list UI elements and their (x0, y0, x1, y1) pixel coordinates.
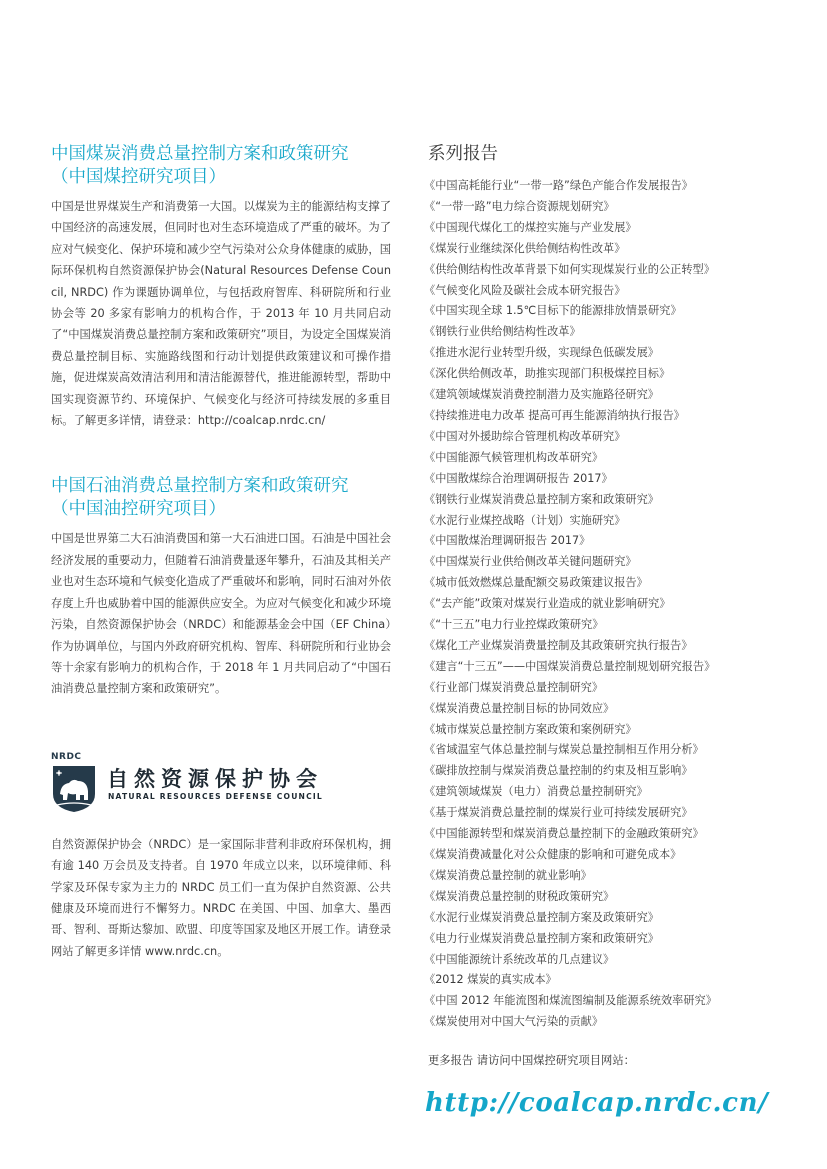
report-item: 《中国能源转型和煤炭消费总量控制下的金融政策研究》 (424, 827, 704, 841)
report-item: 《中国能源统计系统改革的几点建议》 (424, 952, 615, 966)
coal-project-title-line1: 中国煤炭消费总量控制方案和政策研究 (51, 144, 349, 164)
report-item: 《电力行业煤炭消费总量控制方案和政策研究》 (424, 931, 659, 945)
coal-project-description: 中国是世界煤炭生产和消费第一大国。以煤炭为主的能源结构支撑了中国经济的高速发展，但同时也对生态环境造成了严重的破坏。为了应对气候变化、保护环境和减少空气污染对公众身体健康的威胁，国际环保机构自然资源保护协会(Natural Resources Defense Council, NRDC) 作为课题协调单位，与包括政府智库、科研院所和行业协会等 20 多家有影响力的机构合作，于 2013 年 10 月共同启动了“中国煤炭消费总量控制方案和政策研究”项目，为设定全国煤炭消费总量控制目标、实施路线图和行动计划提供政策建议和可操作措施，促进煤炭高效清洁利用和清洁能源替代，推进能源转型，帮助中国实现资源节约、环境保护、气候变化与经济可持续发展的多重目标。了解更多详情，请登录：http://coalcap.nrdc.cn/ (51, 200, 391, 428)
report-item: 《水泥行业煤炭消费总量控制方案及政策研究》 (424, 910, 659, 924)
polar-bear-shield-icon (51, 764, 97, 814)
report-item: 《城市煤炭总量控制方案政策和案例研究》 (424, 722, 637, 736)
report-item: 《中国 2012 年能流图和煤流图编制及能源系统效率研究》 (424, 994, 717, 1008)
nrdc-logo-acronym: NRDC (51, 751, 82, 762)
report-item: 《供给侧结构性改革背景下如何实现煤炭行业的公正转型》 (424, 262, 715, 276)
oil-project-section (51, 475, 391, 699)
report-item: 《中国煤炭行业供给侧改革关键问题研究》 (424, 555, 637, 569)
report-item: 《行业部门煤炭消费总量控制研究》 (424, 680, 604, 694)
report-item: 《煤炭消费减量化对公众健康的影响和可避免成本》 (424, 848, 682, 861)
report-item: 《基于煤炭消费总量控制的煤炭行业可持续发展研究》 (424, 806, 693, 820)
report-item: 《煤化工产业煤炭消费量控制及其政策研究执行报告》 (424, 638, 693, 652)
series-report-list (424, 176, 768, 1033)
report-item: 《建言“十三五”——中国煤炭消费总量控制规划研究报告》 (424, 659, 716, 673)
report-item: 《中国实现全球 1.5℃目标下的能源排放情景研究》 (424, 304, 682, 318)
coalcap-website-link[interactable]: http://coalcap.nrdc.cn/ (425, 1088, 769, 1118)
nrdc-logo-english-name: NATURAL RESOURCES DEFENSE COUNCIL (108, 791, 323, 801)
report-item: 《“一带一路”电力综合资源规划研究》 (424, 199, 615, 213)
report-item: 《“去产能”政策对煤炭行业造成的就业影响研究》 (424, 597, 671, 611)
report-item: 《煤炭消费总量控制的财税政策研究》 (424, 889, 615, 903)
report-item: 《城市低效燃煤总量配额交易政策建议报告》 (424, 576, 648, 590)
report-item: 《碳排放控制与煤炭消费总量控制的约束及相互影响》 (424, 764, 693, 778)
report-item: 《省域温室气体总量控制与煤炭总量控制相互作用分析》 (424, 743, 704, 757)
report-item: 《深化供给侧改革，助推实现部门积极煤控目标》 (424, 367, 671, 381)
report-item: 《中国能源气候管理机构改革研究》 (424, 450, 604, 464)
left-column (51, 143, 391, 962)
report-item: 《钢铁行业供给侧结构性改革》 (424, 325, 581, 339)
report-item: 《煤炭使用对中国大气污染的贡献》 (424, 1015, 604, 1029)
oil-project-title-line1: 中国石油消费总量控制方案和政策研究 (51, 476, 349, 497)
series-reports-title: 系列报告 (428, 144, 498, 164)
report-item: 《推进水泥行业转型升级，实现绿色低碳发展》 (424, 346, 659, 360)
report-item: 《煤炭消费总量控制的就业影响》 (424, 868, 592, 882)
report-item: 《钢铁行业煤炭消费总量控制方案和政策研究》 (424, 492, 659, 506)
nrdc-introduction: 自然资源保护协会（NRDC）是一家国际非营利非政府环保机构，拥有逾 140 万会员及支持者。自 1970 年成立以来，以环境律师、科学家及环保专家为主力的 NRDC 员工们一直为保护自然资源、公共健康及环境而进行不懈努力。NRDC 在美国、中国、加拿大、墨西哥、智利、哥斯达黎加、欧盟、印度等国家及地区开展工作。请登录网站了解更多详情 www.nrdc.cn。 (51, 837, 391, 958)
report-item: 《中国散煤综合治理调研报告 2017》 (424, 471, 613, 485)
oil-project-description: 中国是世界第二大石油消费国和第一大石油进口国。石油是中国社会经济发展的重要动力，但随着石油消费量逐年攀升，石油及其相关产业也对生态环境和气候变化造成了严重破坏和影响，同时石油对外依存度上升也威胁着中国的能源供应安全。为应对气候变化和减少环境污染，自然资源保护协会（NRDC）和能源基金会中国（EF China）作为协调单位，与国内外政府研究机构、智库、科研院所和行业协会等十余家有影响力的机构合作，于 2018 年 1 月共同启动了“中国石油消费总量控制方案和政策研究”。 (51, 532, 391, 696)
report-item: 《中国散煤治理调研报告 2017》 (424, 534, 591, 548)
report-item: 《建筑领域煤炭（电力）消费总量控制研究》 (424, 785, 648, 799)
nrdc-logo-chinese-name: 自然资源保护协会 (107, 766, 323, 791)
nrdc-logo (51, 752, 391, 814)
report-item: 《中国高耗能行业“一带一路”绿色产能合作发展报告》 (424, 179, 693, 192)
report-item: 《中国对外援助综合管理机构改革研究》 (424, 429, 626, 443)
oil-project-title-line2: （中国油控研究项目） (51, 499, 226, 520)
report-item: 《持续推进电力改革 提高可再生能源消纳执行报告》 (424, 408, 685, 422)
report-item: 《煤炭消费总量控制目标的协同效应》 (424, 701, 615, 715)
more-reports-text: 更多报告 请访问中国煤控研究项目网站： (428, 1054, 635, 1067)
report-item: 《2012 煤炭的真实成本》 (424, 973, 557, 987)
right-column (424, 143, 768, 1033)
oil-project-title (51, 475, 391, 521)
report-item: 《煤炭行业继续深化供给侧结构性改革》 (424, 241, 626, 255)
report-item: 《水泥行业煤控战略（计划）实施研究》 (424, 513, 626, 527)
report-item: 《中国现代煤化工的煤控实施与产业发展》 (424, 220, 637, 234)
coal-project-title-line2: （中国煤控研究项目） (51, 167, 226, 187)
report-item: 《“十三五”电力行业控煤政策研究》 (424, 618, 604, 632)
report-item: 《建筑领域煤炭消费控制潜力及实施路径研究》 (424, 388, 659, 402)
report-item: 《气候变化风险及碳社会成本研究报告》 (424, 283, 626, 297)
coal-project-title (51, 143, 391, 189)
